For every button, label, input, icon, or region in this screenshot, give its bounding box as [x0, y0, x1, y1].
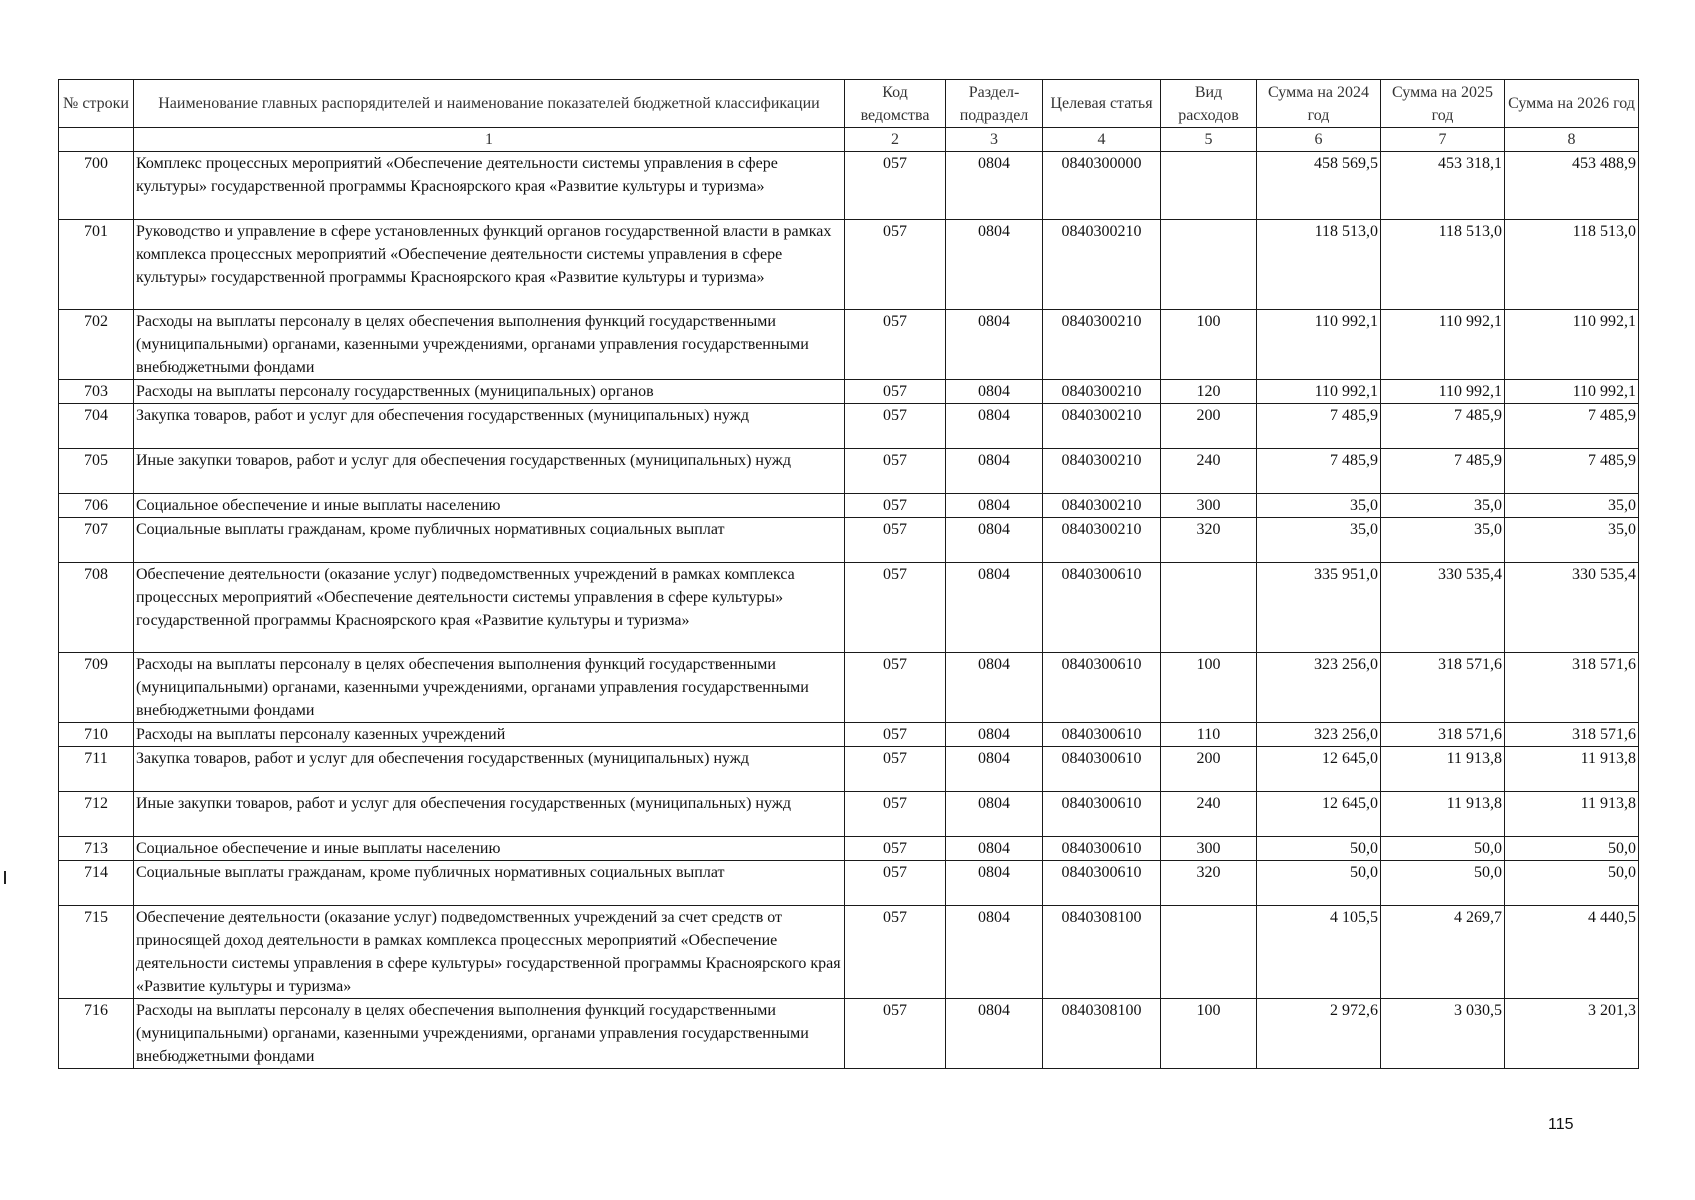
row-sum-2025: 7 485,9 — [1381, 449, 1505, 494]
row-sum-2026: 7 485,9 — [1505, 404, 1639, 449]
row-name: Руководство и управление в сфере установленных функций органов государственной власти в рамках комплекса процессных мероприятий «Обеспечение деятельности системы управления в сфере культуры» государственной программы Красноярского края «Развитие культуры и туризма» — [134, 220, 845, 310]
row-target-code: 0840300210 — [1043, 380, 1161, 404]
row-number: 702 — [59, 310, 134, 380]
header-dept: Код ведомства — [845, 80, 946, 128]
header-row — [59, 80, 1639, 128]
col-number: 8 — [1505, 128, 1639, 152]
row-dept-code: 057 — [845, 518, 946, 563]
row-target-code: 0840300610 — [1043, 837, 1161, 861]
row-target-code: 0840300610 — [1043, 792, 1161, 837]
row-dept-code: 057 — [845, 653, 946, 723]
header-sum-2026: Сумма на 2026 год — [1505, 80, 1639, 128]
row-number: 701 — [59, 220, 134, 310]
row-name: Закупка товаров, работ и услуг для обеспечения государственных (муниципальных) нужд — [134, 404, 845, 449]
row-section-code: 0804 — [946, 404, 1043, 449]
row-target-code: 0840300610 — [1043, 653, 1161, 723]
col-number: 1 — [134, 128, 845, 152]
row-sum-2025: 453 318,1 — [1381, 152, 1505, 220]
row-sum-2026: 110 992,1 — [1505, 310, 1639, 380]
col-number: 5 — [1161, 128, 1257, 152]
row-sum-2026: 11 913,8 — [1505, 792, 1639, 837]
col-number: 7 — [1381, 128, 1505, 152]
row-sum-2024: 12 645,0 — [1257, 792, 1381, 837]
row-dept-code: 057 — [845, 837, 946, 861]
row-number: 700 — [59, 152, 134, 220]
row-sum-2024: 7 485,9 — [1257, 404, 1381, 449]
table-row — [59, 310, 1639, 380]
table-row — [59, 494, 1639, 518]
row-sum-2024: 110 992,1 — [1257, 310, 1381, 380]
row-sum-2026: 35,0 — [1505, 494, 1639, 518]
table-row — [59, 747, 1639, 792]
row-sum-2025: 330 535,4 — [1381, 563, 1505, 653]
row-number: 712 — [59, 792, 134, 837]
row-sum-2026: 50,0 — [1505, 837, 1639, 861]
row-section-code: 0804 — [946, 999, 1043, 1069]
table-row — [59, 837, 1639, 861]
row-section-code: 0804 — [946, 449, 1043, 494]
row-target-code: 0840300210 — [1043, 449, 1161, 494]
row-sum-2026: 4 440,5 — [1505, 906, 1639, 999]
row-number: 708 — [59, 563, 134, 653]
row-name: Обеспечение деятельности (оказание услуг) подведомственных учреждений в рамках комплекса процессных мероприятий «Обеспечение деятельности системы управления в сфере культуры» государственной программы Красноярского края «Развитие культуры и туризма» — [134, 563, 845, 653]
row-name: Социальные выплаты гражданам, кроме публичных нормативных социальных выплат — [134, 861, 845, 906]
row-section-code: 0804 — [946, 747, 1043, 792]
row-dept-code: 057 — [845, 449, 946, 494]
table-row — [59, 449, 1639, 494]
row-sum-2024: 458 569,5 — [1257, 152, 1381, 220]
row-name: Иные закупки товаров, работ и услуг для обеспечения государственных (муниципальных) нужд — [134, 792, 845, 837]
row-target-code: 0840300210 — [1043, 220, 1161, 310]
row-number: 706 — [59, 494, 134, 518]
row-expense-type: 200 — [1161, 404, 1257, 449]
header-sum-2025: Сумма на 2025 год — [1381, 80, 1505, 128]
header-sum-2024: Сумма на 2024 год — [1257, 80, 1381, 128]
row-dept-code: 057 — [845, 792, 946, 837]
row-number: 705 — [59, 449, 134, 494]
row-target-code: 0840300610 — [1043, 861, 1161, 906]
row-sum-2025: 7 485,9 — [1381, 404, 1505, 449]
table-row — [59, 792, 1639, 837]
row-dept-code: 057 — [845, 220, 946, 310]
col-number: 6 — [1257, 128, 1381, 152]
row-sum-2026: 11 913,8 — [1505, 747, 1639, 792]
row-name: Расходы на выплаты персоналу в целях обеспечения выполнения функций государственными (муниципальными) органами, казенными учреждениями, органами управления государственными внебюджетными фондами — [134, 653, 845, 723]
table-row — [59, 999, 1639, 1069]
row-name: Социальные выплаты гражданам, кроме публичных нормативных социальных выплат — [134, 518, 845, 563]
row-expense-type: 300 — [1161, 837, 1257, 861]
row-target-code: 0840300210 — [1043, 310, 1161, 380]
row-name: Расходы на выплаты персоналу в целях обеспечения выполнения функций государственными (муниципальными) органами, казенными учреждениями, органами управления государственными внебюджетными фондами — [134, 999, 845, 1069]
table-row — [59, 906, 1639, 999]
row-dept-code: 057 — [845, 906, 946, 999]
row-section-code: 0804 — [946, 906, 1043, 999]
row-dept-code: 057 — [845, 723, 946, 747]
row-dept-code: 057 — [845, 494, 946, 518]
row-section-code: 0804 — [946, 837, 1043, 861]
row-target-code: 0840300210 — [1043, 518, 1161, 563]
table-row — [59, 220, 1639, 310]
row-section-code: 0804 — [946, 380, 1043, 404]
row-name: Иные закупки товаров, работ и услуг для обеспечения государственных (муниципальных) нужд — [134, 449, 845, 494]
row-dept-code: 057 — [845, 861, 946, 906]
header-exp-type: Вид расходов — [1161, 80, 1257, 128]
row-sum-2026: 3 201,3 — [1505, 999, 1639, 1069]
row-sum-2025: 318 571,6 — [1381, 723, 1505, 747]
row-sum-2024: 7 485,9 — [1257, 449, 1381, 494]
row-sum-2025: 50,0 — [1381, 861, 1505, 906]
row-sum-2024: 323 256,0 — [1257, 723, 1381, 747]
row-sum-2026: 318 571,6 — [1505, 723, 1639, 747]
row-sum-2025: 35,0 — [1381, 518, 1505, 563]
row-sum-2025: 35,0 — [1381, 494, 1505, 518]
row-expense-type: 110 — [1161, 723, 1257, 747]
row-sum-2025: 50,0 — [1381, 837, 1505, 861]
row-expense-type — [1161, 906, 1257, 999]
row-name: Комплекс процессных мероприятий «Обеспечение деятельности системы управления в сфере культуры» государственной программы Красноярского края «Развитие культуры и туризма» — [134, 152, 845, 220]
col-number — [59, 128, 134, 152]
row-expense-type: 320 — [1161, 861, 1257, 906]
table-row — [59, 518, 1639, 563]
row-number: 707 — [59, 518, 134, 563]
row-target-code: 0840300610 — [1043, 747, 1161, 792]
page-number: 115 — [1548, 1116, 1574, 1133]
row-name: Расходы на выплаты персоналу в целях обеспечения выполнения функций государственными (муниципальными) органами, казенными учреждениями, органами управления государственными внебюджетными фондами — [134, 310, 845, 380]
row-sum-2025: 4 269,7 — [1381, 906, 1505, 999]
row-number: 703 — [59, 380, 134, 404]
row-number: 710 — [59, 723, 134, 747]
table-row — [59, 723, 1639, 747]
row-sum-2025: 11 913,8 — [1381, 747, 1505, 792]
row-sum-2025: 11 913,8 — [1381, 792, 1505, 837]
row-dept-code: 057 — [845, 310, 946, 380]
row-sum-2026: 50,0 — [1505, 861, 1639, 906]
row-dept-code: 057 — [845, 999, 946, 1069]
row-sum-2024: 2 972,6 — [1257, 999, 1381, 1069]
table-row — [59, 152, 1639, 220]
row-number: 716 — [59, 999, 134, 1069]
row-expense-type — [1161, 563, 1257, 653]
row-expense-type — [1161, 152, 1257, 220]
table-row — [59, 404, 1639, 449]
col-number: 4 — [1043, 128, 1161, 152]
row-number: 704 — [59, 404, 134, 449]
row-target-code: 0840300610 — [1043, 563, 1161, 653]
table-row — [59, 861, 1639, 906]
row-dept-code: 057 — [845, 404, 946, 449]
row-sum-2026: 318 571,6 — [1505, 653, 1639, 723]
table-body — [59, 152, 1639, 1069]
row-section-code: 0804 — [946, 518, 1043, 563]
row-target-code: 0840308100 — [1043, 999, 1161, 1069]
row-sum-2026: 330 535,4 — [1505, 563, 1639, 653]
row-dept-code: 057 — [845, 152, 946, 220]
row-name: Социальное обеспечение и иные выплаты населению — [134, 837, 845, 861]
row-sum-2025: 118 513,0 — [1381, 220, 1505, 310]
row-name: Закупка товаров, работ и услуг для обеспечения государственных (муниципальных) нужд — [134, 747, 845, 792]
row-section-code: 0804 — [946, 792, 1043, 837]
header-section: Раздел-подраздел — [946, 80, 1043, 128]
row-section-code: 0804 — [946, 220, 1043, 310]
row-name: Социальное обеспечение и иные выплаты населению — [134, 494, 845, 518]
row-expense-type: 240 — [1161, 449, 1257, 494]
row-sum-2025: 318 571,6 — [1381, 653, 1505, 723]
row-target-code: 0840300210 — [1043, 404, 1161, 449]
row-number: 713 — [59, 837, 134, 861]
row-dept-code: 057 — [845, 380, 946, 404]
row-sum-2024: 118 513,0 — [1257, 220, 1381, 310]
row-name: Обеспечение деятельности (оказание услуг) подведомственных учреждений за счет средств от приносящей доход деятельности в рамках комплекса процессных мероприятий «Обеспечение деятельности системы управления в сфере культуры» государственной программы Красноярского края «Развитие культуры и туризма» — [134, 906, 845, 999]
row-sum-2024: 4 105,5 — [1257, 906, 1381, 999]
row-sum-2025: 110 992,1 — [1381, 380, 1505, 404]
table-row — [59, 380, 1639, 404]
row-expense-type: 320 — [1161, 518, 1257, 563]
row-expense-type: 120 — [1161, 380, 1257, 404]
row-sum-2025: 3 030,5 — [1381, 999, 1505, 1069]
row-section-code: 0804 — [946, 494, 1043, 518]
row-target-code: 0840300000 — [1043, 152, 1161, 220]
row-sum-2025: 110 992,1 — [1381, 310, 1505, 380]
column-number-row — [59, 128, 1639, 152]
header-row-no: № строки — [59, 80, 134, 128]
row-expense-type: 100 — [1161, 310, 1257, 380]
row-expense-type: 200 — [1161, 747, 1257, 792]
row-number: 714 — [59, 861, 134, 906]
row-section-code: 0804 — [946, 152, 1043, 220]
row-name: Расходы на выплаты персоналу государственных (муниципальных) органов — [134, 380, 845, 404]
row-section-code: 0804 — [946, 723, 1043, 747]
row-sum-2024: 323 256,0 — [1257, 653, 1381, 723]
row-target-code: 0840308100 — [1043, 906, 1161, 999]
row-section-code: 0804 — [946, 861, 1043, 906]
header-target: Целевая статья — [1043, 80, 1161, 128]
row-sum-2026: 35,0 — [1505, 518, 1639, 563]
row-sum-2024: 335 951,0 — [1257, 563, 1381, 653]
row-target-code: 0840300210 — [1043, 494, 1161, 518]
row-sum-2026: 110 992,1 — [1505, 380, 1639, 404]
row-dept-code: 057 — [845, 747, 946, 792]
row-sum-2026: 118 513,0 — [1505, 220, 1639, 310]
row-number: 709 — [59, 653, 134, 723]
col-number: 2 — [845, 128, 946, 152]
row-expense-type — [1161, 220, 1257, 310]
header-name: Наименование главных распорядителей и наименование показателей бюджетной классификации — [134, 80, 845, 128]
row-dept-code: 057 — [845, 563, 946, 653]
row-name: Расходы на выплаты персоналу казенных учреждений — [134, 723, 845, 747]
col-number: 3 — [946, 128, 1043, 152]
row-section-code: 0804 — [946, 310, 1043, 380]
row-number: 715 — [59, 906, 134, 999]
table-row — [59, 653, 1639, 723]
row-sum-2026: 7 485,9 — [1505, 449, 1639, 494]
row-sum-2024: 50,0 — [1257, 861, 1381, 906]
row-expense-type: 100 — [1161, 999, 1257, 1069]
budget-table — [58, 79, 1639, 1069]
table-row — [59, 563, 1639, 653]
row-sum-2024: 50,0 — [1257, 837, 1381, 861]
margin-mark — [4, 871, 6, 884]
row-sum-2024: 35,0 — [1257, 518, 1381, 563]
row-sum-2024: 110 992,1 — [1257, 380, 1381, 404]
row-sum-2026: 453 488,9 — [1505, 152, 1639, 220]
row-expense-type: 100 — [1161, 653, 1257, 723]
row-expense-type: 300 — [1161, 494, 1257, 518]
row-number: 711 — [59, 747, 134, 792]
row-section-code: 0804 — [946, 653, 1043, 723]
row-sum-2024: 12 645,0 — [1257, 747, 1381, 792]
row-section-code: 0804 — [946, 563, 1043, 653]
row-target-code: 0840300610 — [1043, 723, 1161, 747]
row-sum-2024: 35,0 — [1257, 494, 1381, 518]
row-expense-type: 240 — [1161, 792, 1257, 837]
